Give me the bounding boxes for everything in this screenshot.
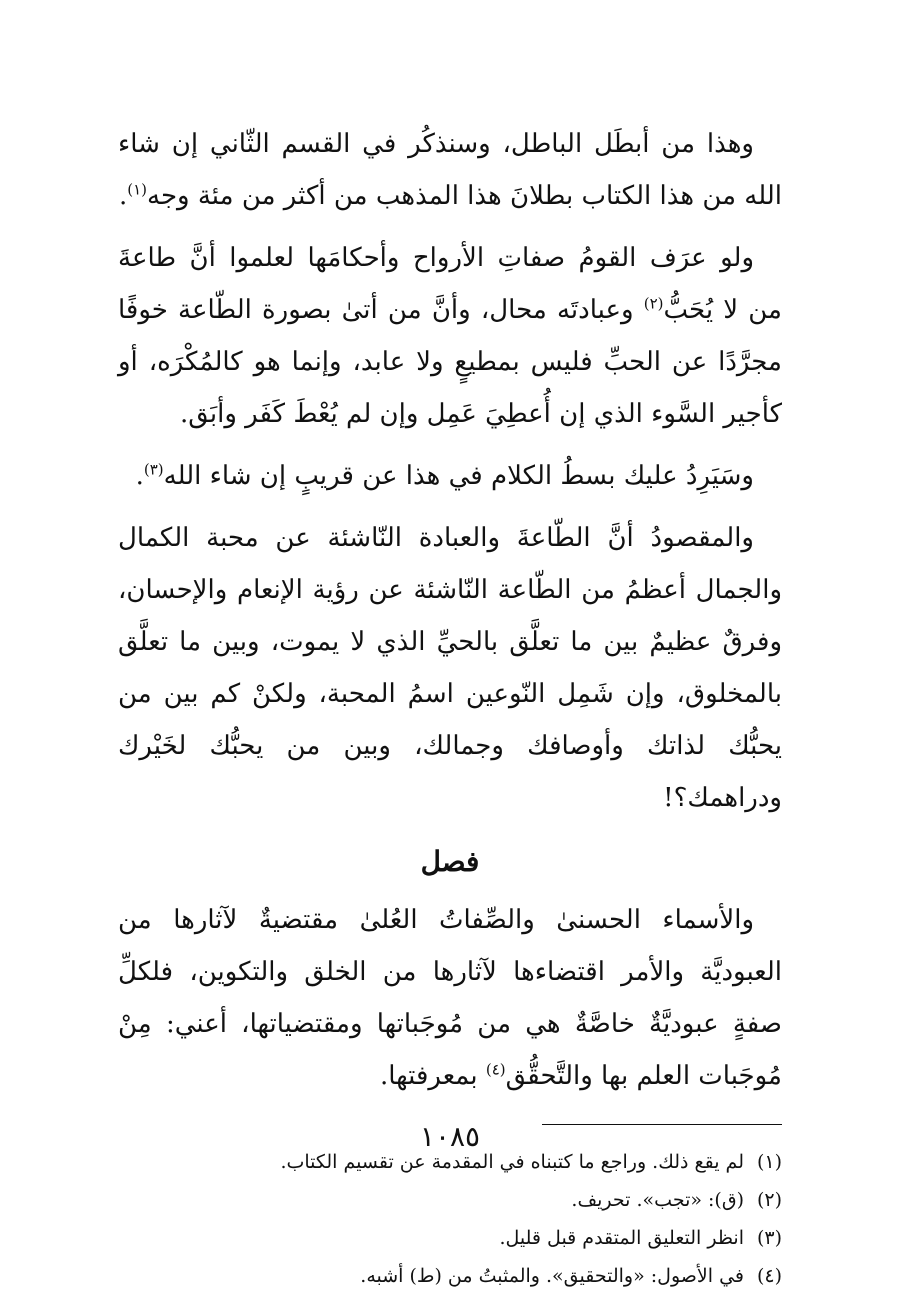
footnote-ref-4: (٤): [485, 1060, 506, 1079]
paragraph-1: [118, 118, 782, 222]
paragraph-3: [118, 450, 782, 502]
section-paragraph: [118, 894, 782, 1102]
footnote-4-text: في الأصول: «والتحقيق». والمثبتُ من (ط) أشبه.: [360, 1265, 744, 1287]
paragraph-3-tail: .: [135, 461, 144, 491]
footnote-1-number: (١): [756, 1151, 782, 1173]
paragraph-2: [118, 232, 782, 440]
section-heading: فصل: [420, 845, 480, 878]
paragraph-1-text: وهذا من أبطَل الباطل، وسنذكُر في القسم الثّاني إن شاء الله من هذا الكتاب بطلانَ هذا المذهب من أكثر من مئة وجه: [118, 129, 782, 211]
footnote-3-text: انظر التعليق المتقدم قبل قليل.: [499, 1227, 744, 1249]
section-paragraph-text: والأسماء الحسنىٰ والصِّفاتُ العُلىٰ مقتضيةٌ لآثارها من العبوديَّة والأمر اقتضاءها لآثارها من الخلق والتكوين، فلكلِّ صفةٍ عبوديَّةٌ خاصَّةٌ هي من مُوجَباتها ومقتضياتها، أعني: مِنْ مُوجَبات العلم بها والتَّحقُّق: [118, 905, 782, 1091]
footnote-4: [118, 1257, 782, 1295]
page-body: [118, 118, 782, 1295]
paragraph-2-text: ولو عرَف القومُ صفاتِ الأرواح وأحكامَها لعلموا أنَّ طاعةَ من لا يُحَبُّ: [118, 243, 782, 325]
footnote-3: [118, 1219, 782, 1257]
paragraph-2-tail: وعبادتَه محال، وأنَّ من أتىٰ بصورة الطّاعة خوفًا مجرَّدًا عن الحبِّ فليس بمطيعٍ ولا عابد، وإنما هو كالمُكْرَه، أو كأجير السَّوء الذي إن أُعطِيَ عَمِل وإن لم يُعْطَ كَفَر وأبَق.: [118, 295, 782, 429]
paragraph-1-tail: .: [118, 181, 128, 211]
footnote-2-number: (٢): [756, 1189, 782, 1211]
footnote-3-number: (٣): [756, 1227, 782, 1249]
footnote-ref-2: (٢): [643, 294, 664, 313]
paragraph-4-text: والمقصودُ أنَّ الطّاعةَ والعبادة النّاشئة عن محبة الكمال والجمال أعظمُ من الطّاعة النّاشئة عن رؤية الإنعام والإحسان، وفرقٌ عظيمٌ بين ما تعلَّق بالحيِّ الذي لا يموت، وبين ما تعلَّق بالمخلوق، وإن شَمِل النّوعين اسمُ المحبة، ولكنْ كم بين من يحبُّك لذاتك وأوصافك وجمالك، وبين من يحبُّك لخَيْرك ودراهمك؟!: [118, 523, 782, 813]
section-paragraph-tail: بمعرفتها.: [379, 1061, 486, 1091]
footnote-2: [118, 1181, 782, 1219]
paragraph-4: [118, 512, 782, 824]
footnote-1-text: لم يقع ذلك. وراجع ما كتبناه في المقدمة عن تقسيم الكتاب.: [280, 1151, 744, 1173]
footnote-ref-1: (١): [127, 180, 148, 199]
footnote-4-number: (٤): [756, 1265, 782, 1287]
footnote-2-text: (ق): «تجب». تحريف.: [571, 1189, 744, 1211]
footnote-ref-3: (٣): [143, 460, 164, 479]
paragraph-3-text: وسَيَرِدُ عليك بسطُ الكلام في هذا عن قريبٍ إن شاء الله: [163, 461, 754, 491]
page-number: ١٠٨٥: [419, 1120, 481, 1153]
footnotes: [118, 1143, 782, 1295]
